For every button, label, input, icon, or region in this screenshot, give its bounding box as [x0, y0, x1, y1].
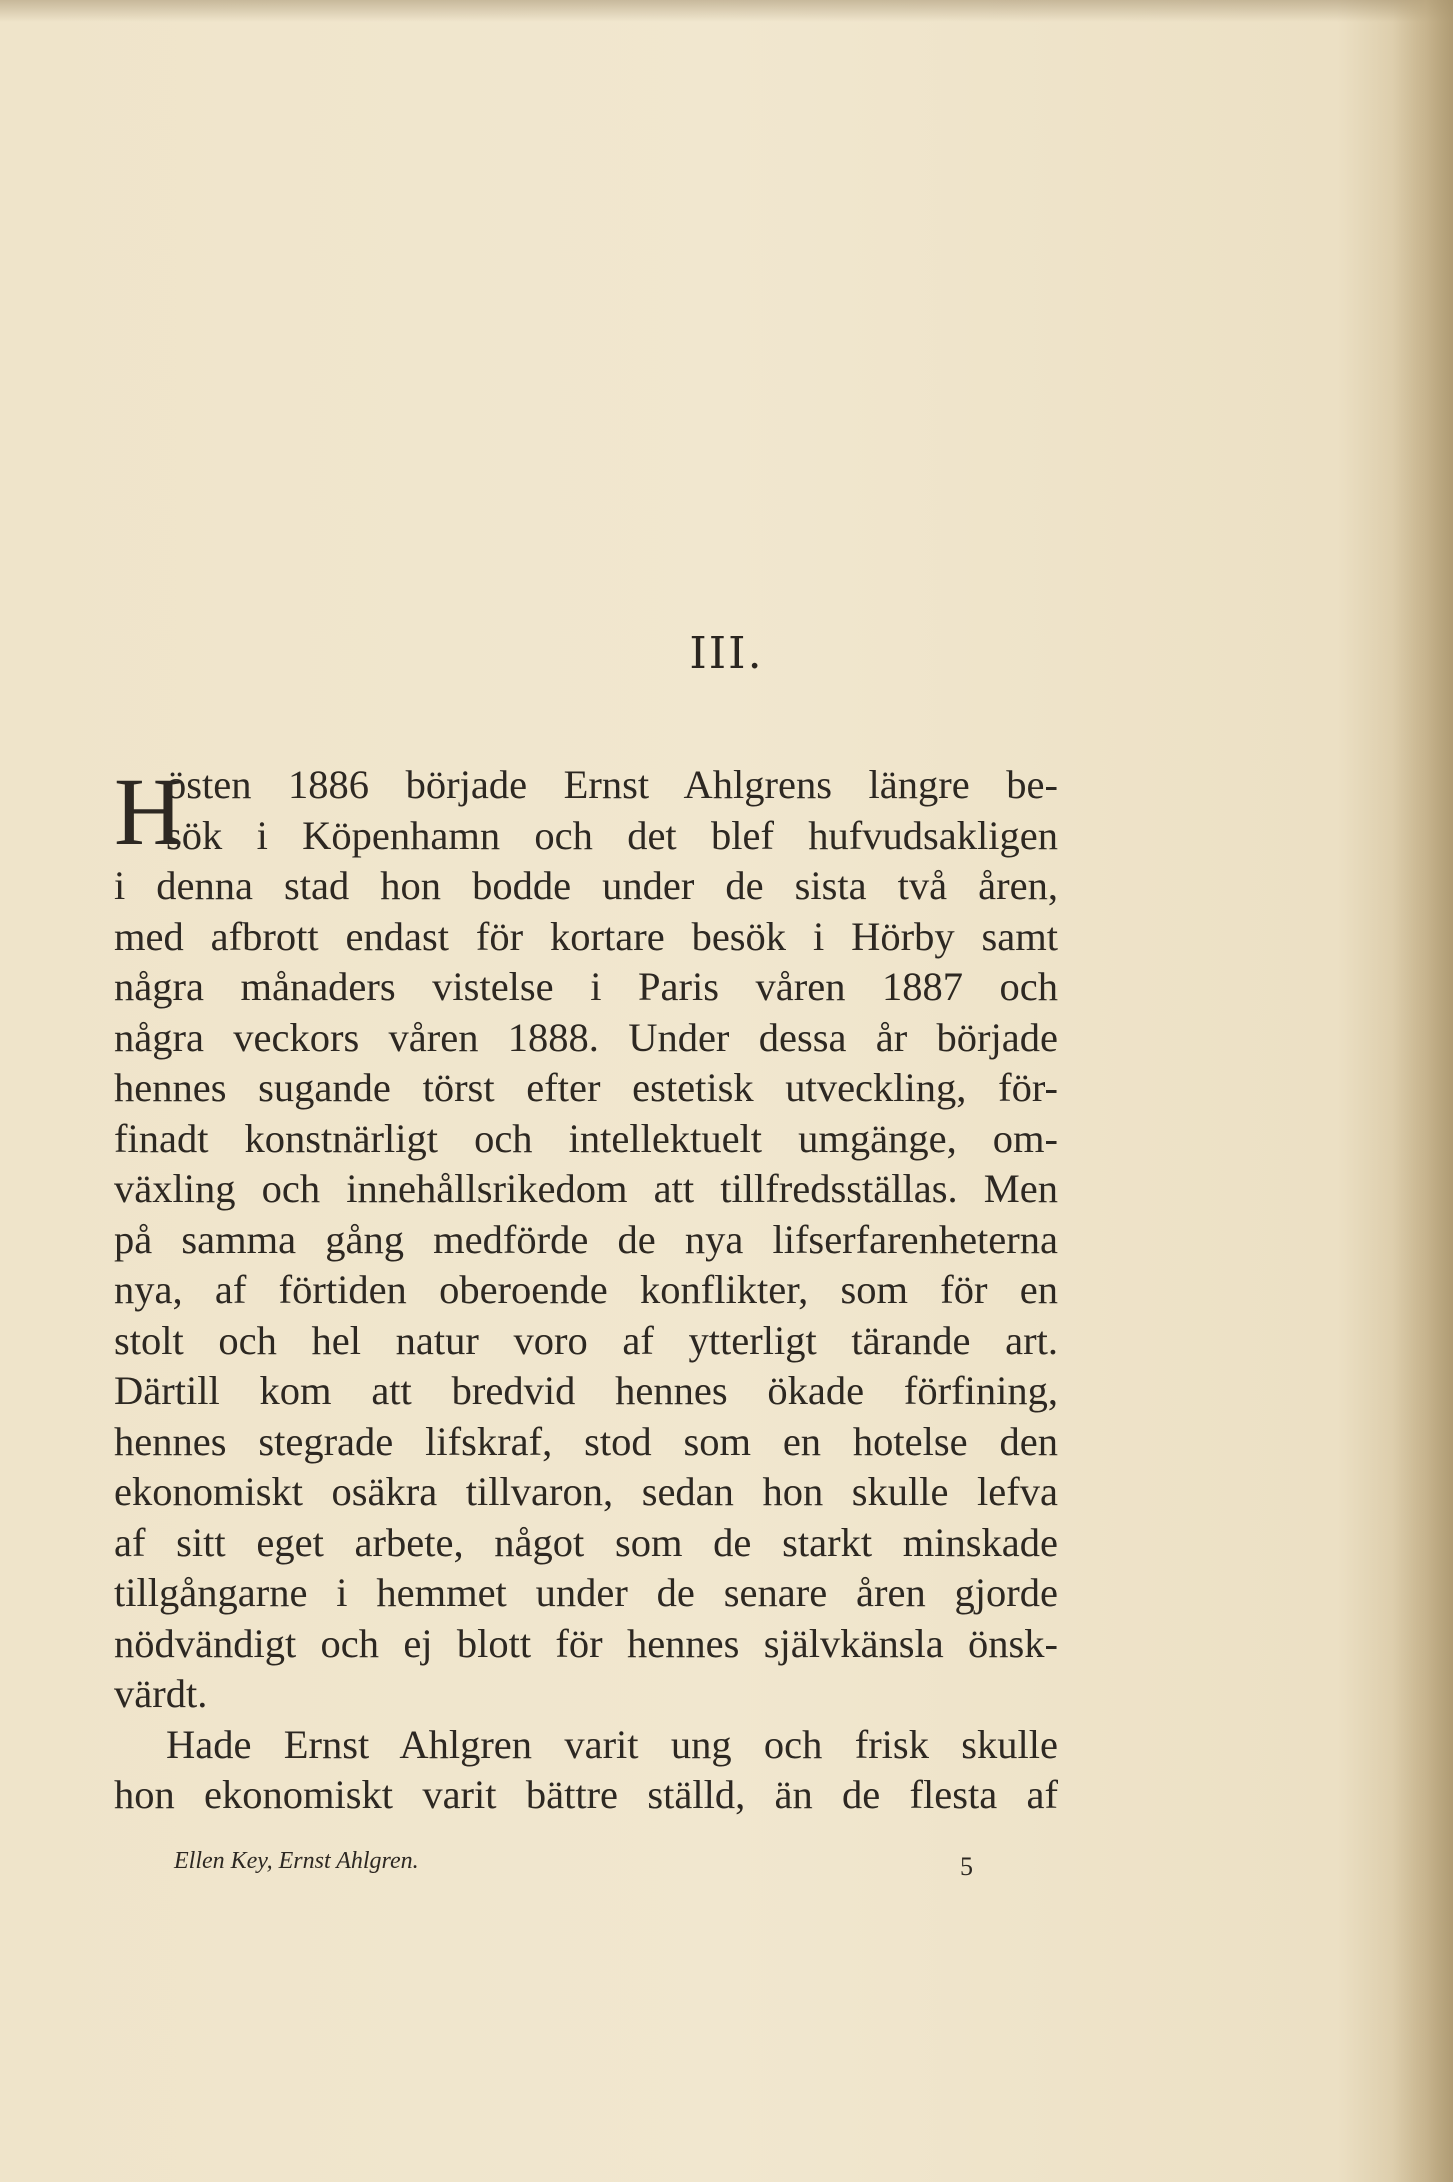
- text-line: värdt.: [114, 1671, 208, 1716]
- text-line: i denna stad hon bodde under de sista två åren,: [114, 863, 1058, 908]
- text-line: nya, af förtiden oberoende konflikter, som för en: [114, 1267, 1058, 1312]
- page-top-edge: [0, 0, 1453, 22]
- text-line: hennes stegrade lifskraf, stod som en hotelse den: [114, 1418, 1058, 1464]
- text-line: några månaders vistelse i Paris våren 1887 och: [114, 964, 1058, 1009]
- page-number: 5: [960, 1852, 973, 1881]
- text-line: med afbrott endast för kortare besök i Hörby samt: [114, 913, 1058, 959]
- footer-signature: Ellen Key, Ernst Ahlgren.: [174, 1848, 419, 1874]
- text-line: hon ekonomiskt varit bättre ställd, än de flesta af: [114, 1772, 1058, 1817]
- text-line: Därtill kom att bredvid hennes ökade förfining,: [114, 1368, 1058, 1413]
- text-line: stolt och hel natur voro af ytterligt tärande art.: [114, 1317, 1058, 1363]
- text-line: af sitt eget arbete, något som de starkt minskade: [114, 1519, 1058, 1565]
- text-line: växling och innehållsrikedom att tillfredsställas. Men: [114, 1166, 1058, 1211]
- text-line: hennes sugande törst efter estetisk utveckling, för-: [114, 1065, 1058, 1110]
- text-line: sök i Köpenhamn och det blef hufvudsakligen: [166, 812, 1058, 858]
- text-line: några veckors våren 1888. Under dessa år började: [114, 1014, 1058, 1060]
- text-line: tillgångarne i hemmet under de senare åren gjorde: [114, 1570, 1058, 1615]
- text-line: finadt konstnärligt och intellektuelt umgänge, om-: [114, 1115, 1058, 1161]
- drop-cap: H: [114, 758, 184, 865]
- chapter-heading: III.: [689, 628, 764, 679]
- text-line: östen 1886 började Ernst Ahlgrens längre be-: [166, 762, 1058, 807]
- text-line: ekonomiskt osäkra tillvaron, sedan hon skulle lefva: [114, 1469, 1058, 1514]
- text-line: Hade Ernst Ahlgren varit ung och frisk skulle: [166, 1721, 1058, 1767]
- body-text: [114, 760, 1058, 1821]
- text-line: på samma gång medförde de nya lifserfarenheterna: [114, 1216, 1058, 1262]
- page-right-edge: [1393, 0, 1453, 2182]
- text-line: nödvändigt och ej blott för hennes självkänsla önsk-: [114, 1620, 1058, 1666]
